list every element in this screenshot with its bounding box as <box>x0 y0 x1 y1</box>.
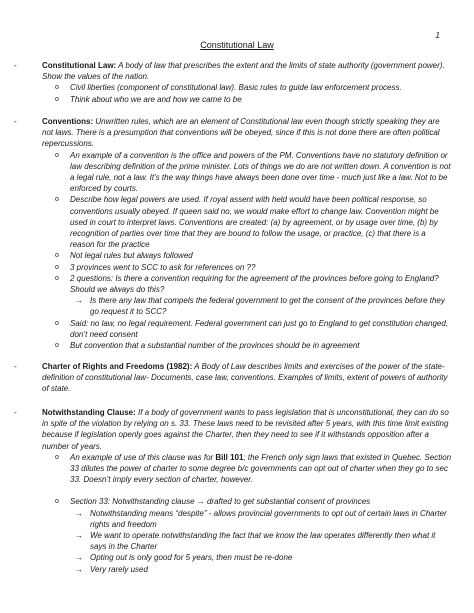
arrow-icon: → <box>196 497 205 507</box>
dash-bullet: - <box>14 61 17 70</box>
list-item: o Think about who we are and how we came to be <box>55 94 242 104</box>
arrow-item: → Notwithstanding means “despite” - allows provincial governments to opt out of certain laws in Charter rights and freedom <box>75 508 447 529</box>
list-item: o An example of a convention is the office and powers of the PM. Conventions have no statutory definition or law describing definition of the prime minister. Lots of things we do are not written down. A convention is not a legal rule, not a law. It’s the way things have always been done over time - much just like a law. Not to be enforced by courts. <box>55 150 451 194</box>
arrow-item: → Opting out is only good for 5 years, then must be re-done <box>75 553 293 563</box>
section-heading: Charter of Rights and Freedoms (1982): <box>42 362 193 371</box>
section-heading: Conventions: <box>42 117 94 126</box>
list-item: o 3 provinces went to SCC to ask for references on ?? <box>55 262 256 272</box>
arrow-item: → Very rarely used <box>75 564 148 574</box>
arrow-icon: → <box>75 296 83 306</box>
list-item: o But convention that a substantial number of the provinces should be in agreement <box>55 341 360 351</box>
list-item: o Civil liberties (component of constitutional law). Basic rules to guide law enforcement process. <box>55 83 402 93</box>
section-conventions <box>14 116 452 351</box>
list-item: o Not legal rules but always followed <box>55 251 193 261</box>
dash-bullet: - <box>14 408 17 417</box>
list-item: o Said: no law, no legal requirement. Federal government can just go to England to get constitution changed, don’t need consent <box>55 318 449 339</box>
section-heading: Notwithstanding Clause: <box>42 408 136 417</box>
section-text: Unwritten rules, which are an element of Constitutional law even though strictly speaking they are not laws. There is a presumption that conventions will be obeyed, since if this is not done there are often political repercussions. <box>42 117 440 149</box>
arrow-icon: → <box>75 508 83 518</box>
list-item: o Section 33: Notwithstanding clause → drafted to get substantial consent of provinces <box>55 497 371 507</box>
section-constitutional-law <box>14 60 452 105</box>
dash-bullet: - <box>14 362 17 371</box>
list-item: o 2 questions: Is there a convention requiring for the agreement of the provinces before going to England? Should we always do this? <box>55 273 439 295</box>
list-item: o Describe how legal powers are used. If royal assent with held would have been political response, so conventions usually obeyed. If queen said no, we would make effort to change law. Convention might be used in court to interpret laws. Conventions are created: (a) by agreement, or by usage over time, (b) by recognition of parties over time that they are bound to follow the usage, or practice, (c) that there is a reason for the practice <box>55 195 439 250</box>
arrow-item: → Is there any law that compels the federal government to get the consent of the provinces before they go request it to SCC? <box>75 296 445 317</box>
section-text: If a body of government wants to pass legislation that is unconstitutional, they can do so in spite of the violation by relying on s. 33. These laws need to be revisited after 5 years, with this time limit existing because if legislation openly goes against the Charter, then they need to see if it withstands opposition after a number of years. <box>42 408 449 451</box>
section-text: A Body of Law describes limits and exercises of the power of the state- definition of constitutional law- Documents, case law, conventions. Examples of limits, extent of powers of authority of state. <box>42 362 448 394</box>
dash-bullet: - <box>14 117 17 126</box>
section-heading: Constitutional Law: <box>42 61 117 70</box>
page-number: 1 <box>435 30 440 40</box>
list-item: o An example of use of this clause was for Bill 101; the French only sign laws that existed in Quebec. Section 33 dilutes the power of charter to some degree b/c governments can opt out of charter when they go to sec 33. Doesn’t imply every section of charter, however. <box>55 452 452 485</box>
bill-101: Bill 101 <box>215 452 244 462</box>
section-charter <box>14 361 452 395</box>
arrow-item: → We want to operate notwithstanding the fact that we know the law operates differently then what it says in the Charter <box>75 531 436 552</box>
page-title: Constitutional Law <box>200 40 274 50</box>
section-text: A body of law that prescribes the extent and the limits of state authority (government power). Show the values of the nation. <box>42 61 445 82</box>
arrow-icon: → <box>75 553 83 563</box>
section-notwithstanding <box>14 407 452 575</box>
arrow-icon: → <box>75 531 83 541</box>
arrow-icon: → <box>75 564 83 574</box>
